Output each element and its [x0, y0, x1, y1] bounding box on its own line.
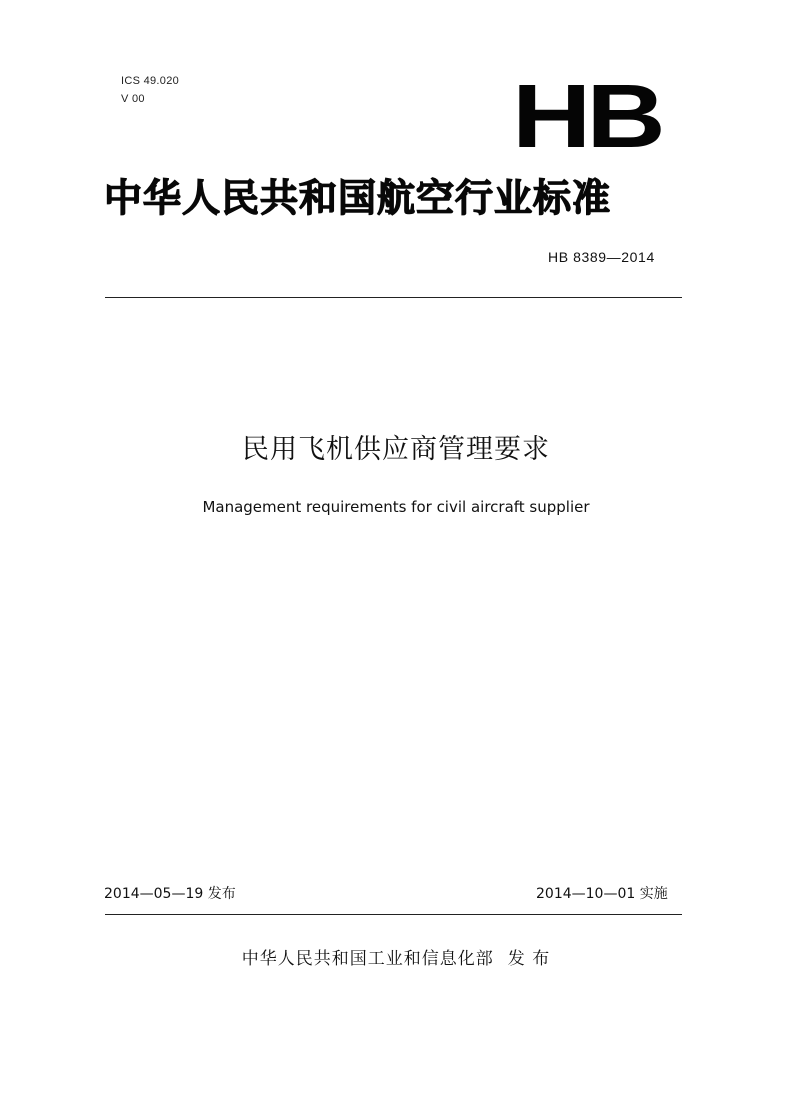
- issue-date: 2014—05—19 发布: [104, 886, 236, 902]
- publisher-line: [0, 946, 792, 972]
- top-divider: [105, 297, 682, 298]
- publisher-name: 中华人民共和国工业和信息化部: [241, 949, 494, 969]
- document-title-chinese: 民用飞机供应商管理要求: [242, 434, 550, 465]
- bottom-divider: [105, 914, 682, 915]
- document-title-english: Management requirements for civil aircraft supplier: [202, 498, 590, 516]
- standard-category-title: 中华人民共和国航空行业标准: [104, 176, 612, 220]
- hb-logo: HB: [512, 67, 661, 167]
- implementation-date: 2014—10—01 实施: [536, 886, 668, 902]
- ics-code: ICS 49.020: [121, 75, 180, 87]
- publish-label: 发 布: [507, 949, 551, 969]
- classification-code: V 00: [121, 93, 145, 105]
- standard-number: HB 8389—2014: [548, 249, 655, 265]
